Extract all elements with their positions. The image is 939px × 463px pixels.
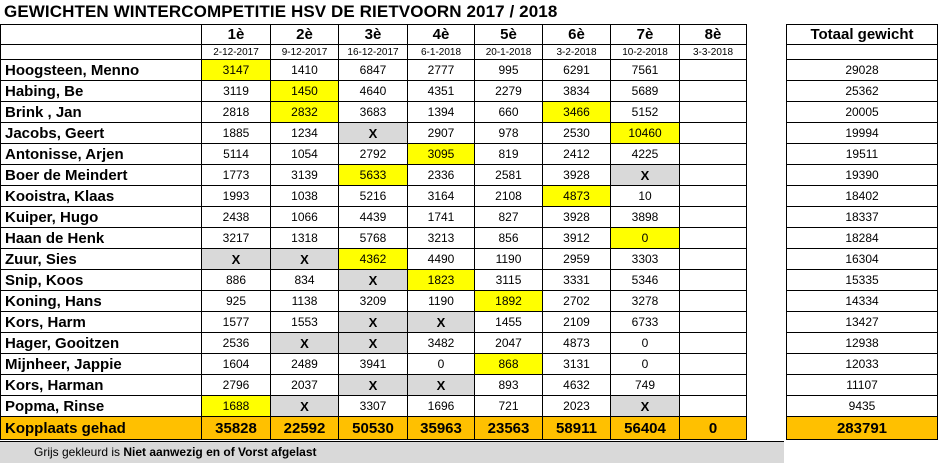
- spacer-cell: [747, 165, 787, 186]
- date-header-row: [1, 45, 938, 60]
- weight-cell: 2536: [202, 333, 271, 354]
- participant-name: Brink , Jan: [1, 102, 202, 123]
- weight-cell: 721: [475, 396, 543, 417]
- weight-cell: 995: [475, 60, 543, 81]
- weight-cell: 4490: [408, 249, 475, 270]
- weight-cell: X: [339, 312, 408, 333]
- weight-cell: 0: [408, 354, 475, 375]
- weight-cell: 856: [475, 228, 543, 249]
- spacer-cell: [747, 270, 787, 291]
- weight-cell: 1190: [475, 249, 543, 270]
- weight-cell: 3307: [339, 396, 408, 417]
- weight-cell: [680, 228, 747, 249]
- spacer-cell: [747, 102, 787, 123]
- total-header: Totaal gewicht: [787, 25, 938, 45]
- weight-cell: 1190: [408, 291, 475, 312]
- participant-row: [1, 333, 938, 354]
- participant-row: [1, 354, 938, 375]
- participant-name: Kors, Harm: [1, 312, 202, 333]
- weight-cell: 1885: [202, 123, 271, 144]
- weight-cell: 1234: [271, 123, 339, 144]
- total-weight: 19390: [787, 165, 938, 186]
- weight-cell: 3131: [543, 354, 611, 375]
- weight-cell: 6847: [339, 60, 408, 81]
- weight-cell: [680, 270, 747, 291]
- weight-cell: 1455: [475, 312, 543, 333]
- summary-value: 0: [680, 417, 747, 440]
- weight-cell: 10460: [611, 123, 680, 144]
- weight-cell: [680, 186, 747, 207]
- total-weight: 25362: [787, 81, 938, 102]
- weight-cell: 834: [271, 270, 339, 291]
- spacer-cell: [747, 249, 787, 270]
- round-date: 6-1-2018: [408, 45, 475, 60]
- spacer-cell: [747, 312, 787, 333]
- weight-cell: X: [611, 165, 680, 186]
- weight-cell: 1054: [271, 144, 339, 165]
- weight-cell: 4632: [543, 375, 611, 396]
- weight-cell: 6291: [543, 60, 611, 81]
- weight-cell: 1741: [408, 207, 475, 228]
- weight-cell: 3278: [611, 291, 680, 312]
- weight-cell: 1138: [271, 291, 339, 312]
- weight-cell: 2047: [475, 333, 543, 354]
- weight-cell: 3898: [611, 207, 680, 228]
- weights-table: [0, 24, 938, 440]
- weight-cell: 2108: [475, 186, 543, 207]
- total-weight: 9435: [787, 396, 938, 417]
- participant-row: [1, 228, 938, 249]
- weight-cell: 3119: [202, 81, 271, 102]
- summary-value: 58911: [543, 417, 611, 440]
- total-weight: 13427: [787, 312, 938, 333]
- total-date-blank: [787, 45, 938, 60]
- header-corner: [1, 25, 202, 45]
- spacer-cell: [747, 228, 787, 249]
- participant-name: Snip, Koos: [1, 270, 202, 291]
- participant-name: Antonisse, Arjen: [1, 144, 202, 165]
- weight-cell: 5633: [339, 165, 408, 186]
- spacer-cell: [747, 375, 787, 396]
- weight-cell: [680, 249, 747, 270]
- participant-name: Popma, Rinse: [1, 396, 202, 417]
- round-date: 16-12-2017: [339, 45, 408, 60]
- weight-cell: 1604: [202, 354, 271, 375]
- participant-row: [1, 291, 938, 312]
- total-weight: 12938: [787, 333, 938, 354]
- weight-cell: 3213: [408, 228, 475, 249]
- weight-cell: 2581: [475, 165, 543, 186]
- total-weight: 18337: [787, 207, 938, 228]
- weight-cell: X: [611, 396, 680, 417]
- round-header: 4è: [408, 25, 475, 45]
- weight-cell: 749: [611, 375, 680, 396]
- weight-cell: [680, 102, 747, 123]
- total-weight: 19994: [787, 123, 938, 144]
- weight-cell: 3147: [202, 60, 271, 81]
- participant-row: [1, 207, 938, 228]
- weight-cell: 1450: [271, 81, 339, 102]
- summary-total: 283791: [787, 417, 938, 440]
- weight-cell: 0: [611, 333, 680, 354]
- weight-cell: 2279: [475, 81, 543, 102]
- weight-cell: 660: [475, 102, 543, 123]
- participant-name: Boer de Meindert: [1, 165, 202, 186]
- participant-name: Kuiper, Hugo: [1, 207, 202, 228]
- round-header: 2è: [271, 25, 339, 45]
- weight-cell: 3912: [543, 228, 611, 249]
- round-date: 9-12-2017: [271, 45, 339, 60]
- weight-cell: [680, 354, 747, 375]
- participant-row: [1, 312, 938, 333]
- participant-name: Habing, Be: [1, 81, 202, 102]
- participant-row: [1, 270, 938, 291]
- summary-row: [1, 417, 938, 440]
- participant-row: [1, 165, 938, 186]
- weight-cell: 2530: [543, 123, 611, 144]
- total-weight: 18402: [787, 186, 938, 207]
- date-corner: [1, 45, 202, 60]
- participant-row: [1, 81, 938, 102]
- weight-cell: X: [339, 375, 408, 396]
- weight-cell: [680, 165, 747, 186]
- total-weight: 15335: [787, 270, 938, 291]
- total-weight: 18284: [787, 228, 938, 249]
- round-header: 1è: [202, 25, 271, 45]
- weight-cell: 4351: [408, 81, 475, 102]
- weight-cell: 1410: [271, 60, 339, 81]
- weight-cell: 3482: [408, 333, 475, 354]
- weight-cell: 1688: [202, 396, 271, 417]
- participant-name: Hager, Gooitzen: [1, 333, 202, 354]
- summary-value: 35828: [202, 417, 271, 440]
- summary-value: 56404: [611, 417, 680, 440]
- weight-cell: 3683: [339, 102, 408, 123]
- weight-cell: 925: [202, 291, 271, 312]
- weight-cell: 2832: [271, 102, 339, 123]
- weight-cell: 4225: [611, 144, 680, 165]
- page-title: GEWICHTEN WINTERCOMPETITIE HSV DE RIETVOORN 2017 / 2018: [4, 2, 558, 21]
- weight-cell: 978: [475, 123, 543, 144]
- weight-cell: 2109: [543, 312, 611, 333]
- weight-cell: X: [339, 123, 408, 144]
- weight-cell: 886: [202, 270, 271, 291]
- weight-cell: 4439: [339, 207, 408, 228]
- weight-cell: 3164: [408, 186, 475, 207]
- weight-cell: X: [202, 249, 271, 270]
- participant-row: [1, 396, 938, 417]
- weight-cell: 2336: [408, 165, 475, 186]
- weight-cell: 2818: [202, 102, 271, 123]
- weight-cell: 7561: [611, 60, 680, 81]
- summary-value: 35963: [408, 417, 475, 440]
- participant-row: [1, 375, 938, 396]
- weight-cell: 5114: [202, 144, 271, 165]
- legend-prefix: Grijs gekleurd is: [34, 445, 124, 459]
- weight-cell: 1773: [202, 165, 271, 186]
- round-date: 3-2-2018: [543, 45, 611, 60]
- spacer-cell: [747, 25, 787, 45]
- summary-value: 22592: [271, 417, 339, 440]
- weight-cell: 819: [475, 144, 543, 165]
- weight-cell: [680, 123, 747, 144]
- weight-cell: [680, 396, 747, 417]
- spacer-cell: [747, 396, 787, 417]
- weight-cell: 10: [611, 186, 680, 207]
- weight-cell: 3466: [543, 102, 611, 123]
- weight-cell: X: [408, 375, 475, 396]
- weight-cell: 1993: [202, 186, 271, 207]
- weight-cell: 3928: [543, 207, 611, 228]
- weight-cell: 3139: [271, 165, 339, 186]
- weight-cell: 0: [611, 354, 680, 375]
- weight-cell: 2777: [408, 60, 475, 81]
- spacer-cell: [747, 291, 787, 312]
- weight-cell: 2037: [271, 375, 339, 396]
- weight-cell: 1696: [408, 396, 475, 417]
- summary-value: 50530: [339, 417, 408, 440]
- weight-cell: 3303: [611, 249, 680, 270]
- participant-name: Kooistra, Klaas: [1, 186, 202, 207]
- weight-cell: X: [408, 312, 475, 333]
- spacer-cell: [747, 186, 787, 207]
- legend-bold: Niet aanwezig en of Vorst afgelast: [123, 445, 317, 459]
- weight-cell: 1038: [271, 186, 339, 207]
- round-header: 3è: [339, 25, 408, 45]
- participant-name: Kors, Harman: [1, 375, 202, 396]
- weight-cell: [680, 60, 747, 81]
- weight-cell: 2907: [408, 123, 475, 144]
- weight-cell: 4873: [543, 333, 611, 354]
- round-header: 6è: [543, 25, 611, 45]
- total-weight: 29028: [787, 60, 938, 81]
- weight-cell: 2412: [543, 144, 611, 165]
- participant-name: Koning, Hans: [1, 291, 202, 312]
- weight-cell: 0: [611, 228, 680, 249]
- weight-cell: 4640: [339, 81, 408, 102]
- spacer-cell: [747, 45, 787, 60]
- summary-value: 23563: [475, 417, 543, 440]
- weight-cell: [680, 144, 747, 165]
- weight-cell: 1066: [271, 207, 339, 228]
- weight-cell: 1394: [408, 102, 475, 123]
- weight-cell: [680, 207, 747, 228]
- round-date: 20-1-2018: [475, 45, 543, 60]
- participant-row: [1, 144, 938, 165]
- spacer-cell: [747, 333, 787, 354]
- participant-name: Jacobs, Geert: [1, 123, 202, 144]
- weight-cell: X: [339, 333, 408, 354]
- round-header: 7è: [611, 25, 680, 45]
- weight-cell: 5689: [611, 81, 680, 102]
- spacer-cell: [747, 417, 787, 440]
- weight-cell: [680, 312, 747, 333]
- weight-cell: [680, 291, 747, 312]
- spacer-cell: [747, 144, 787, 165]
- weight-cell: 2959: [543, 249, 611, 270]
- participant-name: Mijnheer, Jappie: [1, 354, 202, 375]
- total-weight: 19511: [787, 144, 938, 165]
- weight-cell: 1577: [202, 312, 271, 333]
- weight-cell: 2792: [339, 144, 408, 165]
- spacer-cell: [747, 207, 787, 228]
- total-weight: 20005: [787, 102, 938, 123]
- weight-cell: 868: [475, 354, 543, 375]
- spacer-cell: [747, 60, 787, 81]
- round-date: 10-2-2018: [611, 45, 680, 60]
- weight-cell: 827: [475, 207, 543, 228]
- participant-name: Haan de Henk: [1, 228, 202, 249]
- weight-cell: 4362: [339, 249, 408, 270]
- total-weight: 16304: [787, 249, 938, 270]
- weight-cell: 6733: [611, 312, 680, 333]
- legend-note: [0, 441, 784, 463]
- weight-cell: X: [271, 333, 339, 354]
- total-weight: 11107: [787, 375, 938, 396]
- summary-label: Kopplaats gehad: [1, 417, 202, 440]
- weight-cell: 1318: [271, 228, 339, 249]
- participant-row: [1, 60, 938, 81]
- weight-cell: 5152: [611, 102, 680, 123]
- round-header-row: [1, 25, 938, 45]
- round-header: 8è: [680, 25, 747, 45]
- participant-name: Zuur, Sies: [1, 249, 202, 270]
- participant-row: [1, 123, 938, 144]
- participant-row: [1, 186, 938, 207]
- weight-cell: 3331: [543, 270, 611, 291]
- total-weight: 14334: [787, 291, 938, 312]
- participant-row: [1, 249, 938, 270]
- spacer-cell: [747, 354, 787, 375]
- weight-cell: [680, 375, 747, 396]
- weight-cell: 5768: [339, 228, 408, 249]
- weight-cell: X: [271, 249, 339, 270]
- weight-cell: [680, 81, 747, 102]
- weight-cell: X: [339, 270, 408, 291]
- spacer-cell: [747, 123, 787, 144]
- weight-cell: 3095: [408, 144, 475, 165]
- weight-cell: [680, 333, 747, 354]
- weight-cell: 2796: [202, 375, 271, 396]
- weight-cell: 3928: [543, 165, 611, 186]
- weight-cell: 3209: [339, 291, 408, 312]
- weight-cell: 5346: [611, 270, 680, 291]
- weight-cell: 2489: [271, 354, 339, 375]
- spacer-cell: [747, 81, 787, 102]
- weight-cell: 2023: [543, 396, 611, 417]
- weight-cell: 3115: [475, 270, 543, 291]
- weight-cell: 1553: [271, 312, 339, 333]
- weight-cell: 893: [475, 375, 543, 396]
- weight-cell: 5216: [339, 186, 408, 207]
- round-header: 5è: [475, 25, 543, 45]
- weight-cell: 3941: [339, 354, 408, 375]
- total-weight: 12033: [787, 354, 938, 375]
- participant-name: Hoogsteen, Menno: [1, 60, 202, 81]
- weight-cell: 1892: [475, 291, 543, 312]
- participant-row: [1, 102, 938, 123]
- weight-cell: 2702: [543, 291, 611, 312]
- weight-cell: X: [271, 396, 339, 417]
- weight-cell: 4873: [543, 186, 611, 207]
- weight-cell: 3217: [202, 228, 271, 249]
- weight-cell: 3834: [543, 81, 611, 102]
- round-date: 2-12-2017: [202, 45, 271, 60]
- round-date: 3-3-2018: [680, 45, 747, 60]
- weight-cell: 2438: [202, 207, 271, 228]
- weight-cell: 1823: [408, 270, 475, 291]
